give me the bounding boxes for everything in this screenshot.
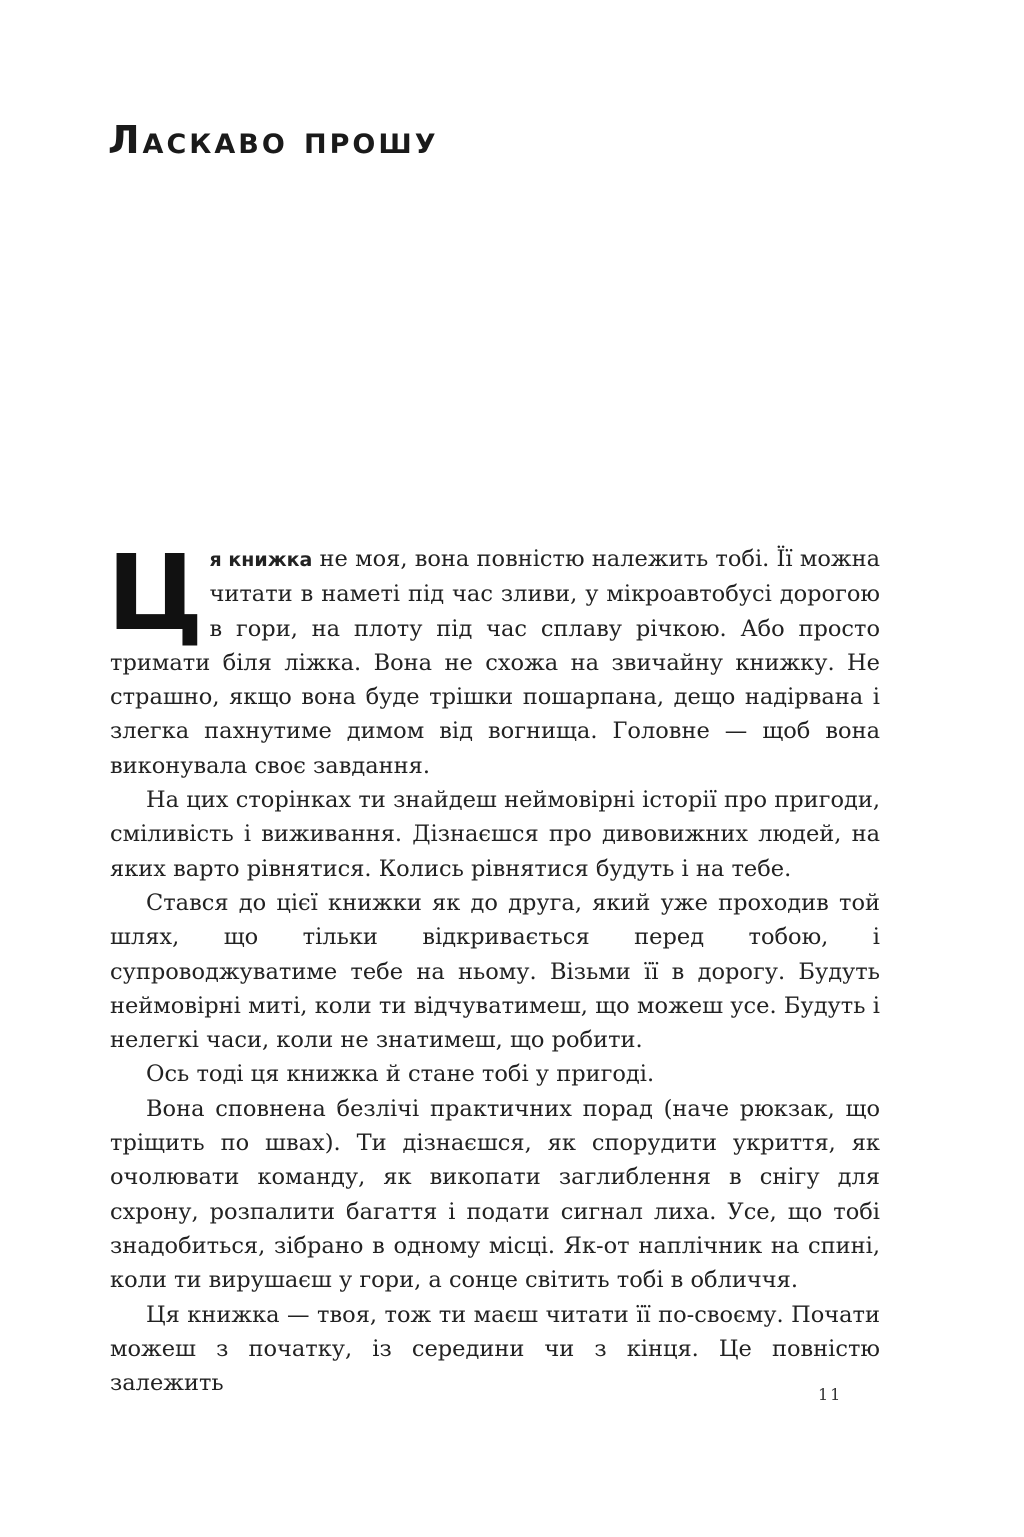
paragraph-6: Ця книжка — твоя, тож ти маєш читати її по-своєму. Почати можеш з початку, із середини чи з кінця. Це повністю залежить (110, 1301, 880, 1397)
drop-cap: Ц (107, 532, 204, 654)
page-number: 11 (818, 1385, 843, 1404)
chapter-title: Ласкаво прошу (108, 118, 439, 162)
paragraph-4: Ось тоді ця книжка й стане тобі у пригоді. (146, 1061, 655, 1088)
lead-in-text: я книжка (209, 549, 313, 571)
paragraph-2: На цих сторінках ти знайдеш неймовірні історії про пригоди, сміливість і виживання. Дізнаєшся про дивовижних людей, на яких варто рівнятися. Колись рівнятися будуть і на тебе. (110, 787, 880, 882)
body-text (107, 532, 880, 1400)
paragraph-5: Вона сповнена безлічі практичних порад (наче рюкзак, що тріщить по швах). Ти дізнаєшся, як спорудити укриття, як очолювати команду, як викопати заглиблення в снігу для схрону, розпалити багаття і подати сигнал лиха. Усе, що тобі знадобиться, зібрано в одному місці. Як-от наплічник на спині, коли ти вирушаєш у гори, а сонце світить тобі в обличчя. (110, 1095, 880, 1294)
paragraph-1-text: не моя, вона повністю належить тобі. Її можна читати в наметі під час зливи, у мікроавтобусі дорогою в гори, на плоту під час сплаву річкою. Або просто тримати біля ліжка. Вона не схожа на звичайну книжку. Не страшно, якщо вона буде трішки пошарпана, дещо надірвана і злегка пахнутиме димом від вогнища. Головне — щоб вона виконувала своє завдання. (110, 546, 880, 779)
paragraph-3: Стався до цієї книжки як до друга, який уже проходив той шлях, що тільки відкривається перед тобою, і супроводжуватиме тебе на ньому. Візьми її в дорогу. Будуть неймовірні миті, коли ти відчуватимеш, що можеш усе. Будуть і нелегкі часи, коли не знатимеш, що робити. (110, 889, 880, 1054)
paragraph-1 (107, 532, 880, 783)
